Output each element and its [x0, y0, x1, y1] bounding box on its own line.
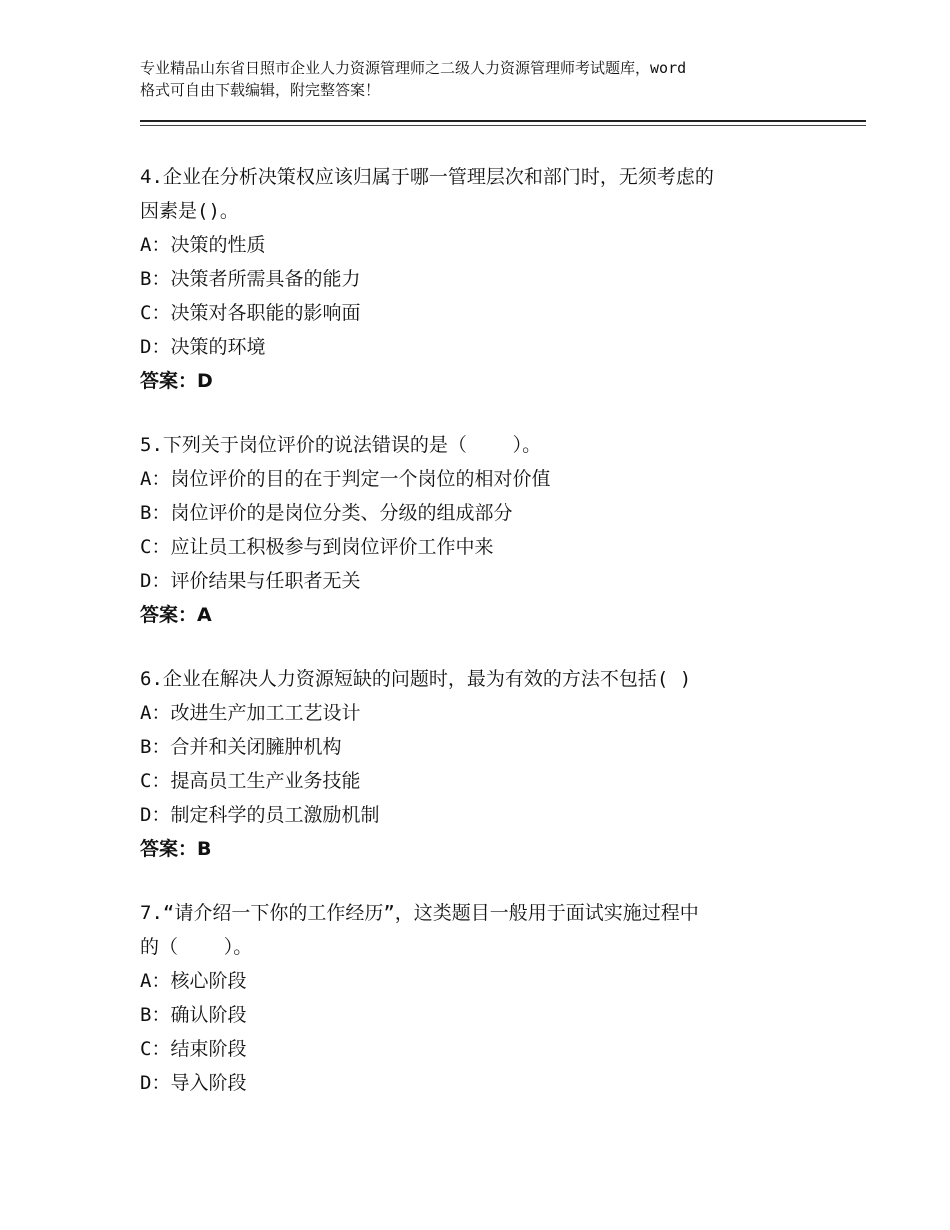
option-d: D：制定科学的员工激励机制	[140, 804, 380, 826]
option-b: B：决策者所需具备的能力	[140, 268, 361, 290]
question-stem-line: 5.下列关于岗位评价的说法错误的是（ ）。	[140, 434, 542, 456]
option-b: B：合并和关闭臃肿机构	[140, 736, 342, 758]
option-a: A：核心阶段	[140, 970, 247, 992]
question-stem-line: 因素是()。	[140, 200, 239, 222]
option-c: C：决策对各职能的影响面	[140, 302, 361, 324]
question-4	[140, 160, 820, 398]
document-header	[140, 57, 860, 101]
question-7	[140, 896, 820, 1100]
question-stem-line: 4.企业在分析决策权应该归属于哪一管理层次和部门时，无须考虑的	[140, 166, 714, 188]
option-d: D：决策的环境	[140, 336, 266, 358]
question-stem-line: 6.企业在解决人力资源短缺的问题时，最为有效的方法不包括( )	[140, 668, 692, 690]
header-rule-thin	[140, 125, 866, 126]
answer-label: 答案：B	[140, 838, 212, 860]
header-rule-thick	[140, 120, 866, 122]
option-c: C：提高员工生产业务技能	[140, 770, 361, 792]
answer-label: 答案：D	[140, 370, 213, 392]
option-c: C：应让员工积极参与到岗位评价工作中来	[140, 536, 494, 558]
option-a: A：改进生产加工工艺设计	[140, 702, 361, 724]
option-d: D：导入阶段	[140, 1072, 247, 1094]
header-line-1: 专业精品山东省日照市企业人力资源管理师之二级人力资源管理师考试题库，word	[140, 59, 687, 77]
answer-label: 答案：A	[140, 604, 212, 626]
option-c: C：结束阶段	[140, 1038, 247, 1060]
question-list	[140, 160, 820, 1130]
option-d: D：评价结果与任职者无关	[140, 570, 361, 592]
question-6	[140, 662, 820, 866]
question-stem-line: 的（ ）。	[140, 936, 253, 958]
header-line-2: 格式可自由下载编辑，附完整答案！	[140, 81, 381, 99]
option-a: A：岗位评价的目的在于判定一个岗位的相对价值	[140, 468, 551, 490]
option-b: B：岗位评价的是岗位分类、分级的组成部分	[140, 502, 513, 524]
option-b: B：确认阶段	[140, 1004, 247, 1026]
question-stem-line: 7.“请介绍一下你的工作经历”，这类题目一般用于面试实施过程中	[140, 902, 699, 924]
question-5	[140, 428, 820, 632]
option-a: A：决策的性质	[140, 234, 266, 256]
